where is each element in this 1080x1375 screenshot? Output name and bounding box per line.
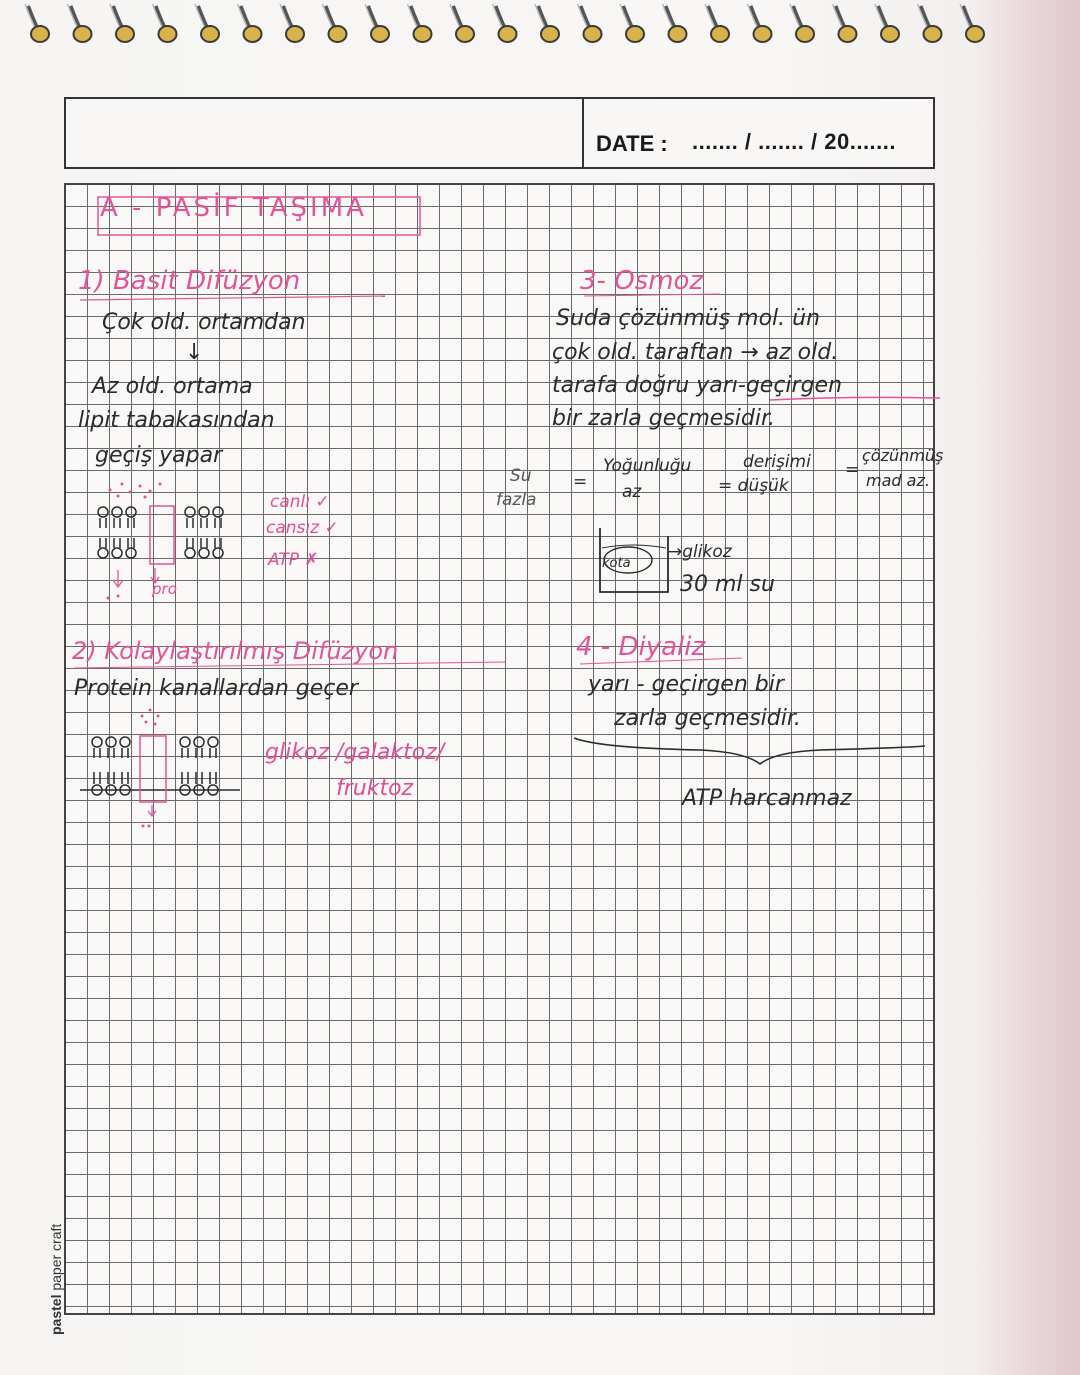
s1-line1: Çok old. ortamdan: [102, 310, 306, 335]
s3-eq-2: =: [845, 460, 860, 480]
s1-line3: lipit tabakasından: [78, 408, 275, 433]
s4-atp: ATP harcanmaz: [682, 786, 852, 811]
arrow-down-1: [113, 570, 123, 587]
s4-line2: zarla geçmesidir.: [614, 706, 801, 731]
s3-su: 30 ml su: [680, 572, 775, 597]
s3-box-label: kota: [602, 556, 631, 571]
s3-su-fazla-1: Su: [510, 466, 532, 486]
membrane-diagram-2: [80, 737, 240, 795]
s3-line4: bir zarla geçmesidir.: [552, 406, 776, 431]
arrow-down-3: [148, 805, 156, 816]
s3-mad-az: mad az.: [866, 471, 930, 490]
s1-pro: pro: [152, 580, 177, 598]
s1-cansiz: cansız ✓: [266, 518, 339, 538]
s4-line1: yarı - geçirgen bir: [588, 672, 784, 697]
s1-atp: ATP ✗: [268, 550, 319, 570]
s3-su-fazla-2: fazla: [496, 490, 537, 510]
s1-heading: 1) Basit Difüzyon: [78, 266, 301, 296]
s3-yogunlugu: Yoğunluğu: [603, 456, 692, 476]
notes-title: A - PASİF TAŞIMA: [100, 193, 367, 223]
s3-yogunlugu-az: az: [622, 482, 642, 502]
s3-equals: =: [573, 472, 588, 492]
s2-heading: 2) Kolaylaştırılmış Difüzyon: [72, 637, 399, 665]
beaker-sack: [604, 547, 652, 573]
protein-channel-2: [140, 736, 166, 802]
s2-heading-underline: [74, 662, 505, 668]
title-underline-box: [98, 197, 420, 235]
s4-heading-underline: [580, 658, 742, 664]
s1-line2: Az old. ortama: [92, 374, 253, 399]
s2-sugars1: glikoz /galaktoz/: [265, 740, 445, 765]
s3-glikoz: →glikoz: [668, 542, 732, 562]
s4-brace: [574, 738, 925, 764]
s3-heading: 3- Osmoz: [580, 266, 704, 296]
s1-canli: canlı ✓: [270, 492, 330, 512]
brand-rest: paper craft: [48, 1223, 64, 1295]
s3-dusuk: = düşük: [718, 476, 789, 496]
s3-line3: tarafa doğru yarı-geçirgen: [552, 373, 843, 398]
particles-2: [141, 709, 160, 828]
arrow-down-2: [151, 568, 159, 583]
date-field: ....... / ....... / 20.......: [692, 129, 897, 154]
s1-line4: geçiş yapar: [95, 443, 223, 468]
s1-arrow: ↓: [185, 340, 204, 365]
s3-underline: [770, 397, 940, 400]
brand-bold: pastel: [48, 1294, 64, 1335]
s4-heading: 4 - Diyaliz: [576, 632, 706, 662]
protein-channel-1: [150, 506, 174, 564]
s2-sugars2: fruktoz: [336, 776, 414, 801]
s3-derisimi: derişimi: [743, 452, 811, 472]
s3-heading-underline: [584, 294, 720, 296]
membrane-diagram-1: [98, 507, 223, 558]
s3-cozunmus: çözünmüş: [862, 446, 944, 465]
s1-heading-underline: [80, 296, 385, 300]
s2-line1: Protein kanallardan geçer: [74, 676, 358, 701]
beaker: [600, 528, 668, 592]
date-label: DATE :: [596, 131, 668, 156]
s3-line1: Suda çözünmüş mol. ün: [556, 306, 821, 331]
s3-line2: çok old. taraftan → az old.: [552, 340, 839, 365]
